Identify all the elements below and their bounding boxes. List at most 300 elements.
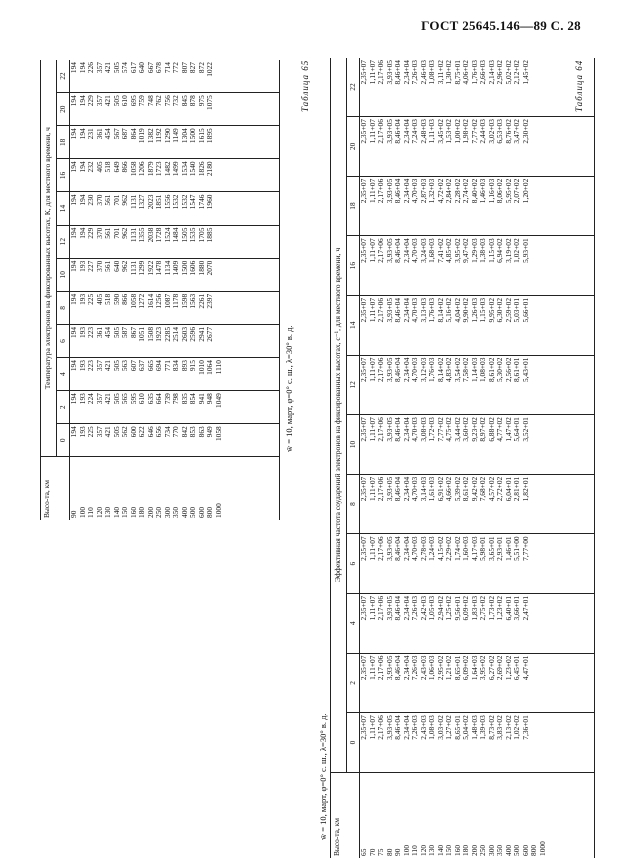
table-cell: 563 — [120, 360, 129, 372]
table-cell: 505 — [111, 62, 121, 74]
table-cell: 8,61+02 — [486, 357, 496, 383]
table-cell: 2,34+04 — [401, 178, 411, 204]
table-cell: 1484 — [171, 227, 180, 243]
table-cell: 3,65+01 — [486, 536, 496, 561]
table-cell: 667 — [145, 62, 155, 74]
column-header: 20 — [56, 93, 70, 126]
table-cell: 5,04+02 — [461, 715, 470, 740]
table-cell: 866 — [120, 293, 129, 305]
height-value: 100 — [77, 506, 87, 518]
table-cell: 194 — [69, 194, 78, 206]
table-cell: 842 — [179, 426, 189, 438]
table-cell: 194 — [69, 426, 78, 438]
table-cell: 3,93+05 — [384, 297, 394, 323]
table-cell: 5,93+01 — [520, 238, 530, 263]
table-cell: 656 — [154, 426, 163, 438]
table-cell: 2,75+02 — [478, 595, 487, 621]
table-cell: 1,08+03 — [427, 715, 436, 740]
height-column — [70, 457, 280, 520]
table-cell: 635 — [145, 393, 155, 405]
table-cell: 1,23+02 — [495, 595, 504, 621]
table-65-title: w̄ = 10, март, φ=0° с. ш., λ=30° в. д. — [318, 713, 328, 840]
table-cell: 567 — [111, 128, 121, 140]
table-cell: 370 — [94, 227, 104, 239]
table-cell: 915 — [188, 360, 197, 372]
table-cell: 7,26+03 — [410, 60, 419, 85]
data-column — [360, 593, 595, 653]
table-cell: 194 — [69, 293, 78, 305]
table-cell: 762 — [154, 95, 163, 107]
table-cell: 1110 — [213, 360, 223, 375]
table-cell: 3,93+05 — [384, 357, 394, 383]
table-cell: 2,35+07 — [359, 119, 368, 144]
table-cell: 9,95+02 — [486, 297, 496, 323]
data-column — [360, 295, 595, 355]
table-cell: 194 — [77, 194, 87, 206]
table-cell: 1895 — [205, 128, 214, 144]
column-header: 6 — [56, 324, 70, 357]
table-cell: 1,02+02 — [512, 715, 521, 740]
table-cell: 4,70+03 — [410, 357, 419, 383]
table-cell: 2,48+03 — [418, 119, 428, 144]
table-cell: 1,38+03 — [478, 238, 487, 263]
table-cell: 8,46+04 — [393, 119, 402, 144]
table-cell: 370 — [94, 194, 104, 206]
table-cell: 6,88+02 — [486, 417, 496, 442]
table-64-title: w̄ = 10, март, φ=0° с. ш., λ=30° в. д. — [284, 325, 294, 452]
column-header: 6 — [346, 534, 360, 594]
table-cell: 962 — [120, 227, 129, 239]
column-header: 2 — [346, 653, 360, 713]
table-cell: 1,29+03 — [469, 238, 479, 263]
height-value: 130 — [103, 506, 112, 518]
table-cell: 4,47+01 — [520, 655, 530, 681]
table-cell: 1,00+02 — [452, 119, 462, 144]
table-cell: 8,76+02 — [503, 119, 513, 144]
table-cell: 505 — [111, 360, 121, 372]
table-cell: 864 — [128, 128, 138, 140]
table-cell: 8,46+04 — [393, 417, 402, 442]
height-value: 1000 — [213, 503, 223, 518]
table-cell: 772 — [171, 62, 180, 74]
table-cell: 8,06+02 — [495, 178, 504, 204]
data-column — [70, 424, 280, 457]
table-cell: 617 — [128, 62, 138, 74]
table-cell: 1131 — [128, 260, 138, 276]
table-cell: 3,02+03 — [486, 119, 496, 144]
table-cell: 2,43+03 — [418, 715, 428, 740]
table-cell: 2,34+04 — [401, 417, 411, 442]
table-cell — [215, 195, 224, 223]
table-cell: 8,46+04 — [393, 238, 402, 263]
table-cell: 6,40+01 — [503, 595, 513, 621]
height-value: 160 — [128, 506, 138, 518]
table-cell: 7,77+00 — [520, 536, 530, 561]
table-cell: 1,21+02 — [444, 655, 453, 681]
table-cell: 1,26+03 — [469, 297, 479, 323]
table-cell: 3,60+02 — [461, 417, 470, 442]
table-cell: 7,26+03 — [410, 595, 419, 621]
table-cell: 1,61+03 — [427, 476, 436, 502]
table-cell: 4,06+02 — [461, 60, 470, 85]
table-64-label: Таблица 64 — [574, 59, 584, 112]
table-cell: 2,30+02 — [520, 119, 530, 144]
table-cell: 1064 — [205, 360, 214, 375]
table-cell — [215, 161, 224, 189]
table-cell: 6,30+02 — [495, 297, 504, 323]
table64-grid — [40, 60, 280, 520]
table-cell: 3,93+05 — [384, 536, 394, 561]
table-cell: 2397 — [205, 293, 214, 309]
table-cell: 2180 — [205, 161, 214, 177]
table-cell: 193 — [77, 360, 87, 372]
table-cell: 1,72+03 — [427, 417, 436, 442]
height-value: 150 — [444, 844, 453, 856]
table-cell: 1299 — [137, 260, 146, 276]
table-cell: 2,34+04 — [401, 60, 411, 85]
table-cell: 7,26+03 — [410, 655, 419, 681]
table-cell: 1505 — [179, 227, 189, 243]
table-cell: 1,11+07 — [367, 119, 377, 144]
table-cell: 1535 — [188, 227, 197, 243]
table-cell: 4,66+02 — [444, 476, 453, 502]
table-cell: 807 — [179, 62, 189, 74]
table-cell: 4,70+03 — [410, 476, 419, 502]
height-value: 130 — [427, 844, 436, 856]
table-cell: 637 — [137, 360, 146, 372]
column-header: 10 — [346, 415, 360, 475]
table-cell: 3,93+05 — [384, 715, 394, 740]
table-cell: 7,24+03 — [410, 119, 419, 144]
height-value: 350 — [495, 844, 504, 856]
table-cell: 8,46+04 — [393, 357, 402, 383]
table-cell: 2070 — [205, 260, 214, 276]
table-cell: 1,11+07 — [367, 536, 377, 561]
table-cell: 1,46+03 — [478, 178, 487, 204]
table-cell: 193 — [77, 326, 87, 339]
table-cell: 2285 — [162, 326, 172, 342]
table-cell: 227 — [86, 260, 95, 272]
table-cell: 2603 — [179, 326, 189, 342]
table-cell: 2,34+04 — [401, 476, 411, 502]
table-cell: 665 — [145, 360, 155, 372]
table-cell: 2,96+02 — [495, 60, 504, 85]
table-cell: 1087 — [162, 293, 172, 309]
table-cell: 1,11+07 — [367, 595, 377, 621]
column-header: 12 — [346, 355, 360, 415]
column-header: 4 — [346, 593, 360, 653]
column-header: 18 — [56, 126, 70, 159]
table-cell: 1049 — [213, 393, 223, 408]
table-cell: 1,02+02 — [512, 238, 521, 263]
table-cell: 194 — [77, 95, 87, 107]
data-column — [70, 93, 280, 126]
table-cell: 357 — [94, 62, 104, 74]
table-cell: 7,68+02 — [478, 476, 487, 502]
table-cell: 756 — [162, 95, 172, 107]
table-cell: 1,11+07 — [367, 178, 377, 203]
table-cell: 3,12+03 — [418, 357, 428, 383]
table-cell: 194 — [69, 393, 78, 405]
table-cell: 2,34+04 — [401, 536, 411, 561]
table-cell — [215, 261, 224, 289]
height-value: 400 — [503, 844, 513, 856]
data-column — [70, 358, 280, 391]
table-cell: 854 — [188, 393, 197, 405]
table-cell: 1022 — [205, 62, 214, 77]
table-cell: 4,85+02 — [444, 238, 453, 263]
table-cell: 5,43+01 — [520, 357, 530, 383]
table-cell: 1,11+07 — [367, 297, 377, 323]
table-cell: 1010 — [196, 360, 206, 375]
table-cell: 845 — [179, 95, 189, 107]
table-cell: 1131 — [128, 194, 138, 210]
table-cell: 590 — [111, 293, 121, 305]
table-cell: 3,47+02 — [512, 119, 521, 144]
table-cell: 1723 — [154, 161, 163, 177]
table-cell: 194 — [69, 360, 78, 372]
table-cell: 421 — [103, 393, 112, 405]
table-cell: 759 — [137, 95, 146, 107]
table-cell: 1,73+02 — [486, 595, 496, 621]
table-cell: 2,17+06 — [376, 655, 385, 681]
data-column — [70, 225, 280, 258]
table-cell: 8,46+04 — [393, 655, 402, 681]
table-cell: 2,35+07 — [359, 715, 368, 740]
table-cell: 1880 — [196, 260, 206, 276]
table-cell: 8,46+04 — [393, 595, 402, 621]
table-cell: 1,11+07 — [367, 238, 377, 263]
table-cell: 6,45+01 — [512, 655, 521, 681]
table-cell: 2,34+04 — [401, 297, 411, 323]
table-cell: 1,76+03 — [427, 297, 436, 323]
table-cell: 230 — [86, 194, 95, 206]
table-cell: 2,07+02 — [512, 178, 521, 204]
table-cell: 1131 — [128, 227, 138, 243]
table-cell: 1,15+03 — [478, 297, 487, 323]
table-cell: 6,91+02 — [435, 476, 445, 502]
table-cell: 7,36+01 — [520, 715, 530, 740]
column-header: 16 — [56, 159, 70, 192]
table-cell: 505 — [111, 326, 121, 339]
table-cell: 5,30+02 — [495, 357, 504, 383]
table-cell: 8,97+02 — [478, 417, 487, 442]
height-column — [360, 772, 595, 858]
table-cell: 827 — [188, 62, 197, 74]
height-value: 75 — [376, 848, 385, 856]
table-cell: 7,77+02 — [469, 119, 479, 144]
table-cell: 224 — [86, 393, 95, 405]
table-cell: 405 — [94, 161, 104, 173]
table-cell: 8,61+01 — [512, 357, 521, 383]
table-cell: 607 — [128, 360, 138, 372]
table-cell: 867 — [128, 326, 138, 339]
table-cell: 1,23+02 — [503, 655, 513, 681]
table-cell: 2,17+06 — [376, 476, 385, 502]
table-cell: 664 — [154, 393, 163, 405]
table-cell: 1,11+03 — [427, 119, 436, 144]
table-cell: 610 — [120, 95, 129, 107]
table-cell: 646 — [145, 426, 155, 438]
table-cell: 8,61+02 — [461, 476, 470, 502]
table-cell: 194 — [77, 161, 87, 173]
height-value: 250 — [154, 506, 163, 518]
table-cell: 9,42+02 — [469, 476, 479, 502]
table-cell: 8,65+01 — [452, 715, 462, 740]
table-cell: 1,30+02 — [444, 60, 453, 85]
height-value: 180 — [461, 844, 470, 856]
column-header: 4 — [56, 358, 70, 391]
table-cell: 1500 — [188, 128, 197, 144]
table-cell: 1499 — [171, 161, 180, 177]
table-cell: 505 — [111, 426, 121, 438]
table-cell: 454 — [103, 128, 112, 140]
table-cell: 518 — [103, 293, 112, 305]
column-header: 0 — [56, 424, 70, 457]
table-cell: 1,53+02 — [444, 119, 453, 144]
table-cell: 1,06+03 — [427, 655, 436, 681]
table-cell: 863 — [196, 426, 206, 438]
data-column — [360, 58, 595, 117]
table-cell: 193 — [77, 293, 87, 305]
table-cell: 370 — [94, 260, 104, 272]
table-cell: 194 — [69, 227, 78, 239]
table-cell: 835 — [179, 393, 189, 405]
table65-grid — [330, 58, 595, 858]
table-cell: 2,17+06 — [376, 297, 385, 323]
table-cell: 1,83+03 — [469, 595, 479, 621]
table-cell: 948 — [205, 393, 214, 405]
height-value: 100 — [401, 844, 411, 856]
table-cell: 587 — [120, 326, 129, 339]
data-column — [360, 653, 595, 713]
table-cell: 2,35+07 — [359, 417, 368, 442]
table-cell: 1923 — [154, 326, 163, 342]
table-cell: 2,34+04 — [401, 715, 411, 740]
table-cell: 1304 — [179, 128, 189, 144]
table-cell: 1,16+03 — [486, 178, 496, 204]
table-cell — [215, 95, 224, 123]
table-cell: 421 — [103, 62, 112, 74]
table-cell: 3,95+02 — [452, 238, 462, 263]
table-cell: 649 — [111, 161, 121, 173]
data-column — [70, 192, 280, 225]
table-cell: 2,34+04 — [401, 119, 411, 144]
height-value: 500 — [188, 506, 197, 518]
table-cell: 595 — [128, 393, 138, 405]
table-cell: 1058 — [213, 426, 223, 442]
table-cell: 357 — [94, 393, 104, 405]
table-cell: 1524 — [162, 227, 172, 243]
table-cell: 194 — [77, 62, 87, 74]
table-cell: 8,46+04 — [393, 476, 402, 502]
table-cell: 3,93+05 — [384, 417, 394, 442]
table-cell: 748 — [145, 95, 155, 107]
height-value: 800 — [205, 506, 214, 518]
table-cell: 194 — [69, 62, 78, 74]
table-cell: 1606 — [188, 260, 197, 276]
table-cell: 1134 — [162, 260, 172, 276]
table-cell: 2,35+07 — [359, 60, 368, 85]
data-column — [360, 117, 595, 177]
table-cell: 1879 — [145, 161, 155, 177]
table-cell: 2,78+03 — [418, 536, 428, 561]
table-cell: 574 — [120, 62, 129, 74]
table-cell: 3,54+02 — [452, 357, 462, 383]
data-column — [70, 126, 280, 159]
table-cell: 1,76+03 — [469, 60, 479, 85]
table-cell: 1922 — [145, 260, 155, 276]
table-cell: 1178 — [171, 293, 180, 309]
table-cell: 4,75+02 — [444, 417, 453, 442]
column-header: 20 — [346, 117, 360, 177]
table-cell: 225 — [86, 426, 95, 438]
table-cell: 1,11+07 — [367, 655, 377, 680]
height-value: 90 — [393, 848, 402, 856]
table-cell: 1885 — [205, 227, 214, 243]
table-cell: 1149 — [171, 128, 180, 143]
data-column — [70, 324, 280, 357]
table-cell: 1,60+03 — [461, 536, 470, 561]
table-cell: 2596 — [188, 326, 197, 342]
table-cell: 3,93+05 — [384, 238, 394, 263]
data-column — [360, 713, 595, 773]
table-cell: 3,93+05 — [384, 60, 394, 85]
table-cell: 4,77+02 — [495, 417, 504, 442]
table-cell: 2,66+03 — [478, 60, 487, 85]
table-cell: 1272 — [137, 293, 146, 309]
column-header: 0 — [346, 713, 360, 773]
table-cell: 878 — [188, 95, 197, 107]
data-column — [360, 534, 595, 594]
table-cell: 4,72+02 — [435, 178, 445, 204]
table-cell: 3,83+02 — [495, 715, 504, 740]
table-cell: 8,75+01 — [452, 60, 462, 85]
height-value: 300 — [486, 844, 496, 856]
height-value: 350 — [171, 506, 180, 518]
table-cell: 3,93+05 — [384, 655, 394, 681]
table-cell: 1,11+07 — [367, 715, 377, 740]
table-cell: 3,11+02 — [435, 60, 445, 85]
table-cell: 3,52+01 — [520, 417, 530, 442]
table-cell: 962 — [120, 194, 129, 206]
table-cell: 5,64+01 — [512, 417, 521, 442]
table-cell: 6,04+01 — [503, 476, 513, 502]
table-cell: 8,14+02 — [435, 297, 445, 323]
table-cell: 2,29+02 — [444, 536, 453, 561]
table-cell: 1,15+03 — [486, 238, 496, 263]
table-cell: 694 — [154, 360, 163, 372]
table-cell: 1192 — [154, 128, 163, 143]
table-cell: 1,64+03 — [469, 655, 479, 681]
table-cell: 231 — [86, 128, 95, 140]
table-cell: 1,98+02 — [461, 119, 470, 144]
table-cell: 4,83+02 — [444, 357, 453, 383]
table-cell: 454 — [103, 326, 112, 339]
table-cell: 2,93+01 — [495, 536, 504, 561]
table-cell: 1,08+03 — [427, 60, 436, 85]
column-header: 10 — [56, 258, 70, 291]
table-cell: 734 — [162, 426, 172, 438]
column-header: 22 — [346, 58, 360, 117]
height-value: 200 — [145, 506, 155, 518]
column-header: 14 — [56, 192, 70, 225]
table-cell: 3,93+05 — [384, 476, 394, 502]
height-value: 180 — [137, 506, 146, 518]
table-cell: 194 — [69, 260, 78, 272]
table-cell: 1019 — [137, 128, 146, 144]
column-header: 12 — [56, 225, 70, 258]
